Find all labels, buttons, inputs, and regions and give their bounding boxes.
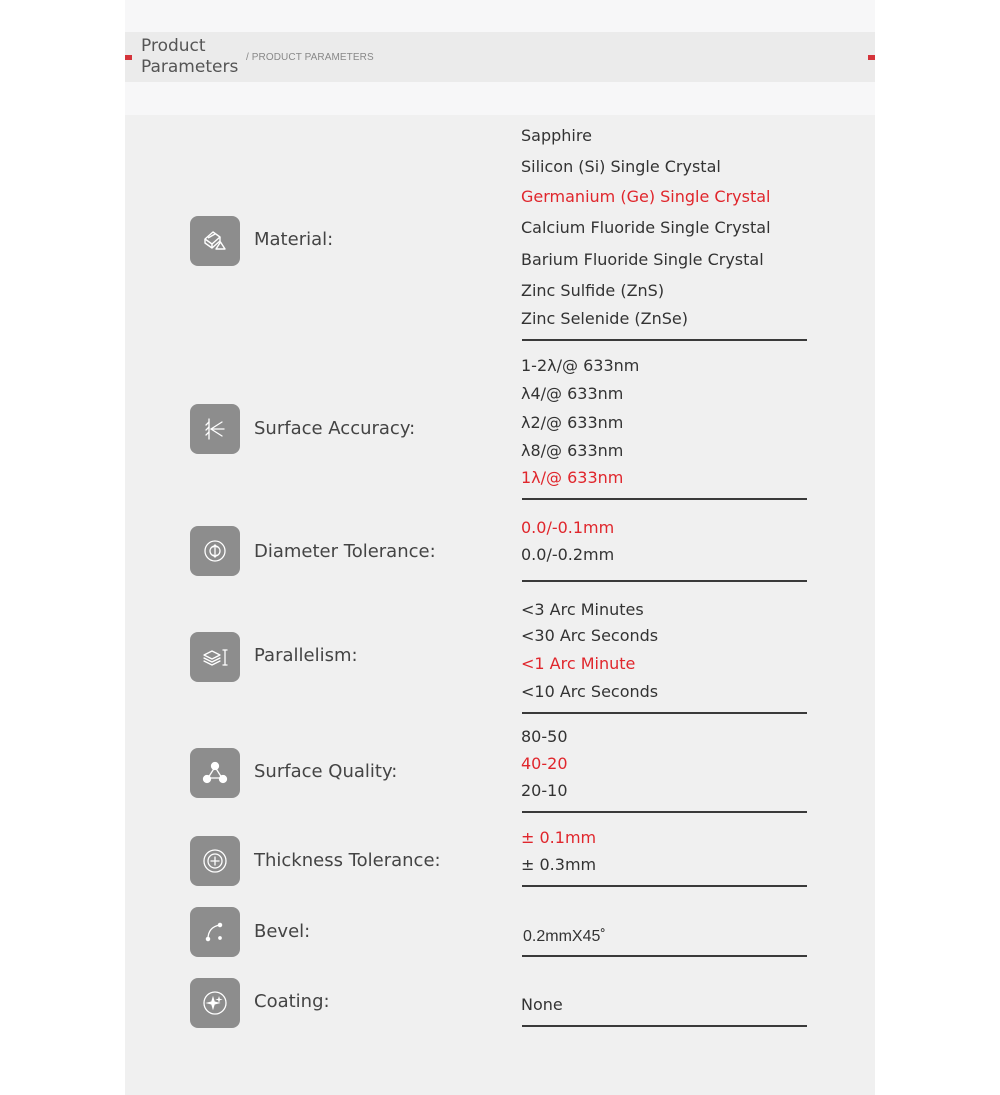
divider bbox=[522, 339, 807, 341]
divider bbox=[522, 498, 807, 500]
sparkle-circle-icon bbox=[190, 978, 240, 1028]
material-option: Calcium Fluoride Single Crystal bbox=[521, 218, 771, 237]
surface-accuracy-option-selected: 1λ/@ 633nm bbox=[521, 468, 624, 487]
plus-circle-icon bbox=[190, 836, 240, 886]
surface-quality-option: 80-50 bbox=[521, 727, 568, 746]
param-label-diameter-tolerance: Diameter Tolerance: bbox=[254, 541, 436, 562]
param-label-coating: Coating: bbox=[254, 991, 330, 1012]
param-label-parallelism: Parallelism: bbox=[254, 645, 358, 666]
surface-accuracy-option: 1-2λ/@ 633nm bbox=[521, 356, 640, 375]
surface-reflection-icon bbox=[190, 404, 240, 454]
surface-accuracy-option: λ2/@ 633nm bbox=[521, 413, 624, 432]
header-gap bbox=[125, 82, 875, 115]
divider bbox=[522, 1025, 807, 1027]
divider bbox=[522, 580, 807, 582]
surface-quality-option: 20-10 bbox=[521, 781, 568, 800]
diameter-icon bbox=[190, 526, 240, 576]
header-marker-left bbox=[125, 55, 132, 60]
divider bbox=[522, 955, 807, 957]
material-option: Zinc Sulfide (ZnS) bbox=[521, 281, 665, 300]
top-strip bbox=[125, 0, 875, 32]
material-option: Zinc Selenide (ZnSe) bbox=[521, 309, 688, 328]
header-marker-right bbox=[868, 55, 875, 60]
surface-quality-option-selected: 40-20 bbox=[521, 754, 568, 773]
bevel-value: 0.2mmX45˚ bbox=[523, 928, 606, 945]
parallelism-option-selected: <1 Arc Minute bbox=[521, 654, 636, 673]
bevel-curve-icon bbox=[190, 907, 240, 957]
parallelism-option: <10 Arc Seconds bbox=[521, 682, 659, 701]
parallel-layers-icon bbox=[190, 632, 240, 682]
divider bbox=[522, 712, 807, 714]
param-label-thickness-tolerance: Thickness Tolerance: bbox=[254, 850, 441, 871]
section-subtitle: / PRODUCT PARAMETERS bbox=[246, 52, 374, 63]
surface-accuracy-option: λ4/@ 633nm bbox=[521, 384, 624, 403]
material-option: Barium Fluoride Single Crystal bbox=[521, 250, 764, 269]
coating-value: None bbox=[521, 995, 563, 1014]
network-nodes-icon bbox=[190, 748, 240, 798]
surface-accuracy-option: λ8/@ 633nm bbox=[521, 441, 624, 460]
section-title: Product Parameters bbox=[141, 36, 239, 77]
divider bbox=[522, 811, 807, 813]
material-option: Sapphire bbox=[521, 126, 592, 145]
section-header bbox=[125, 32, 875, 82]
param-label-material: Material: bbox=[254, 229, 334, 250]
parallelism-option: <3 Arc Minutes bbox=[521, 600, 644, 619]
param-label-surface-accuracy: Surface Accuracy: bbox=[254, 418, 416, 439]
material-option-selected: Germanium (Ge) Single Crystal bbox=[521, 187, 771, 206]
material-option: Silicon (Si) Single Crystal bbox=[521, 157, 721, 176]
material-blocks-icon bbox=[190, 216, 240, 266]
param-label-surface-quality: Surface Quality: bbox=[254, 761, 398, 782]
diameter-option: 0.0/-0.2mm bbox=[521, 545, 615, 564]
thickness-option-selected: ± 0.1mm bbox=[521, 828, 597, 847]
divider bbox=[522, 885, 807, 887]
thickness-option: ± 0.3mm bbox=[521, 855, 597, 874]
diameter-option-selected: 0.0/-0.1mm bbox=[521, 518, 615, 537]
parallelism-option: <30 Arc Seconds bbox=[521, 626, 659, 645]
param-label-bevel: Bevel: bbox=[254, 921, 311, 942]
